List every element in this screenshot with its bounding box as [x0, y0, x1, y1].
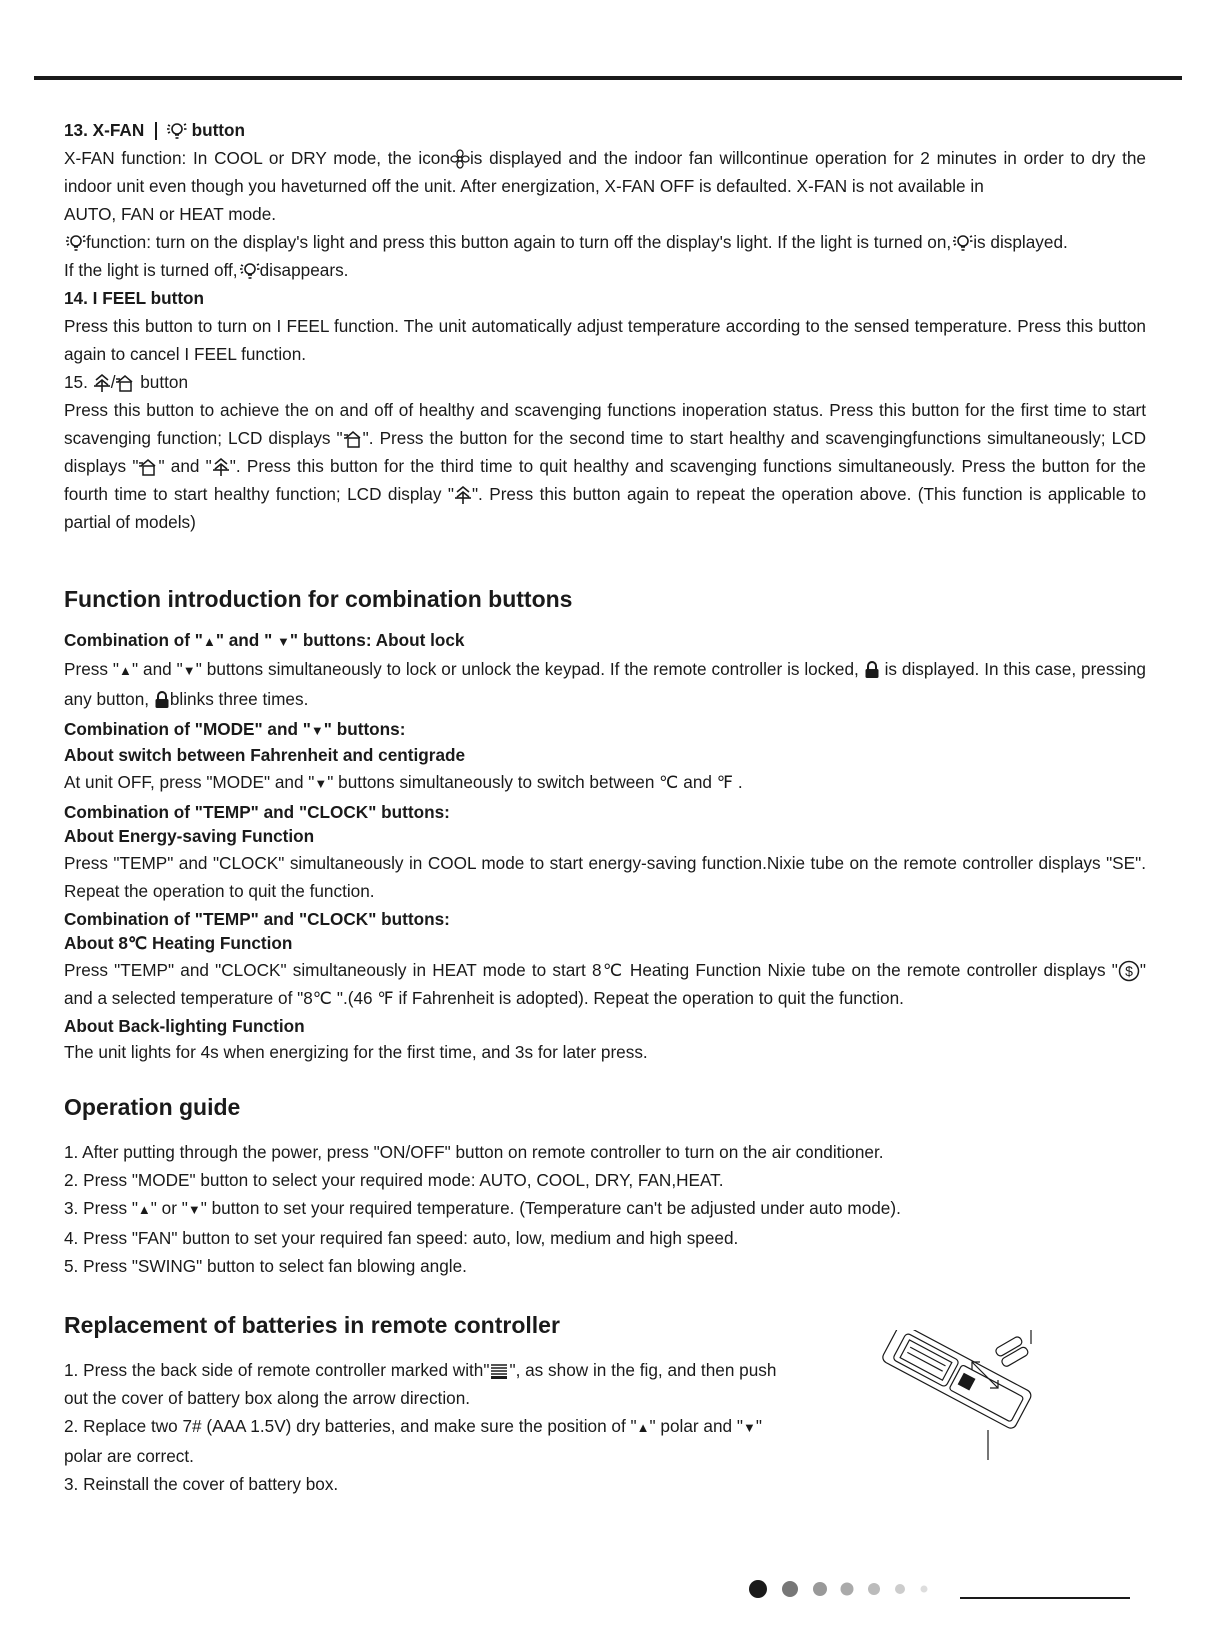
list-item: 1. After putting through the power, press "ON/OFF" button on remote controller to turn on the air conditioner. [64, 1142, 884, 1162]
section-13-title: 13. X-FAN button [64, 120, 246, 140]
mode-paragraph: At unit OFF, press "MODE" and "▼" buttons simultaneously to switch between ℃ and ℉ . [64, 771, 743, 792]
list-item: 2. Press "MODE" button to select your required mode: AUTO, COOL, DRY, FAN,HEAT. [64, 1170, 724, 1190]
ifeel-paragraph: Press this button to turn on I FEEL function. The unit automatically adjust temperature according to the sensed temperature. Press this button again to cancel I FEEL function. [64, 316, 1146, 364]
divider-bar [155, 122, 157, 140]
scavenging-icon [115, 373, 135, 393]
scavenging-icon [138, 457, 158, 477]
lock-icon [154, 691, 170, 709]
battery-heading: Replacement of batteries in remote controller [64, 1312, 560, 1338]
mode-title: Combination of "MODE" and "▼" buttons: [64, 718, 406, 739]
list-item: 4. Press "FAN" button to set your required fan speed: auto, low, medium and high speed. [64, 1228, 739, 1248]
list-item: 2. Replace two 7# (AAA 1.5V) dry batteries, and make sure the position of "▲" polar and "▼" polar are correct. [64, 1416, 762, 1466]
lock-title: Combination of "▲" and " ▼" buttons: About lock [64, 630, 465, 650]
spacer [64, 536, 1146, 584]
energy-title: Combination of "TEMP" and "CLOCK" buttons: [64, 801, 450, 822]
operation-guide-heading: Operation guide [64, 1094, 241, 1120]
xfan-paragraph: X-FAN function: In COOL or DRY mode, the icon is displayed and the indoor fan willcontinue operation for 2 minutes in order to dry the indoor unit even though you haveturned off the unit. After energization, X-FAN OFF is defaulted. X-FAN is not available in [64, 148, 1146, 196]
list-item: 5. Press "SWING" button to select fan blowing angle. [64, 1256, 467, 1276]
light-paragraph: function: turn on the display's light and press this button again to turn off the display's light. If the light is turned on, is displayed. [64, 228, 1146, 256]
list-item: 3. Press "▲" or "▼" button to set your required temperature. (Temperature can't be adjusted under auto mode). [64, 1198, 901, 1218]
light-icon [238, 261, 260, 281]
section-15-title: 15. / button [64, 372, 189, 392]
healthy-paragraph: Press this button to achieve the on and off of healthy and scavenging functions inoperation status. Press this button for the first time to start scavenging function; LCD displays " ". Press the button for the second time to start healthy and scavengingfunctions simultaneously; LCD displays " " and " ". Press this button for the third time to quit healthy and scavenging functions simultaneously. Press the button for the fourth time to start healthy function; LCD display " ". Press this button again to repeat the operation above. (This function is applicable to partial of models) [64, 400, 1147, 532]
light-icon [951, 233, 973, 253]
heat-subtitle: About 8℃ Heating Function [64, 933, 293, 953]
spacer [64, 1280, 1146, 1310]
list-item: 3. Reinstall the cover of battery box. [64, 1474, 339, 1494]
x-fan-icon [450, 149, 470, 169]
battery-replacement-figure [880, 1330, 1080, 1480]
lock-paragraph: Press "▲" and "▼" buttons simultaneously to lock or unlock the keypad. If the remote controller is locked, is displayed. In this case, pressing any button, blinks three times. [64, 658, 1146, 709]
energy-subtitle: About Energy-saving Function [64, 826, 315, 846]
xfan-paragraph-end: AUTO, FAN or HEAT mode. [64, 204, 277, 224]
healthy-icon [212, 457, 230, 477]
spacer [64, 614, 1146, 628]
spacer [64, 1122, 1146, 1138]
combination-heading: Function introduction for combination buttons [64, 586, 573, 612]
light-icon [64, 233, 86, 253]
heat-title: Combination of "TEMP" and "CLOCK" buttons: [64, 908, 450, 929]
battery-list [64, 1356, 784, 1498]
heat-paragraph: Press "TEMP" and "CLOCK" simultaneously in HEAT mode to start 8℃ Heating Function Nixie tube on the remote controller displays " $ " and a selected temperature of "8℃ ".(46 ℉ if Fahrenheit is adopted). Repeat the operation to quit the function. [64, 959, 1146, 1008]
footer-rule [960, 1597, 1130, 1599]
energy-paragraph: Press "TEMP" and "CLOCK" simultaneously in COOL mode to start energy-saving function.Nixie tube on the remote controller displays "SE". Repeat the operation to quit the function. [64, 852, 1146, 901]
mode-subtitle: About switch between Fahrenheit and centigrade [64, 745, 466, 765]
svg-text:$: $ [1124, 962, 1133, 979]
backlight-title: About Back-lighting Function [64, 1015, 305, 1036]
operation-guide-list [64, 1138, 1146, 1280]
spacer [64, 1066, 1146, 1092]
healthy-icon [93, 373, 111, 393]
battery-open-icon [489, 1362, 509, 1380]
top-rule [34, 76, 1182, 80]
heat-8-icon [1118, 960, 1140, 982]
healthy-icon [454, 485, 472, 505]
page-indicator [748, 1576, 958, 1602]
list-item: 1. Press the back side of remote controller marked with" ", as show in the fig, and then push out the cover of battery box along the arrow direction. [64, 1360, 777, 1408]
scavenging-icon [343, 429, 363, 449]
backlight-paragraph: The unit lights for 4s when energizing for the first time, and 3s for later press. [64, 1042, 648, 1062]
light-icon [165, 121, 187, 141]
page-content [64, 116, 1146, 1498]
light-paragraph-off: If the light is turned off, disappears. [64, 260, 349, 280]
section-14-title: 14. I FEEL button [64, 288, 205, 308]
lock-icon [864, 661, 880, 679]
